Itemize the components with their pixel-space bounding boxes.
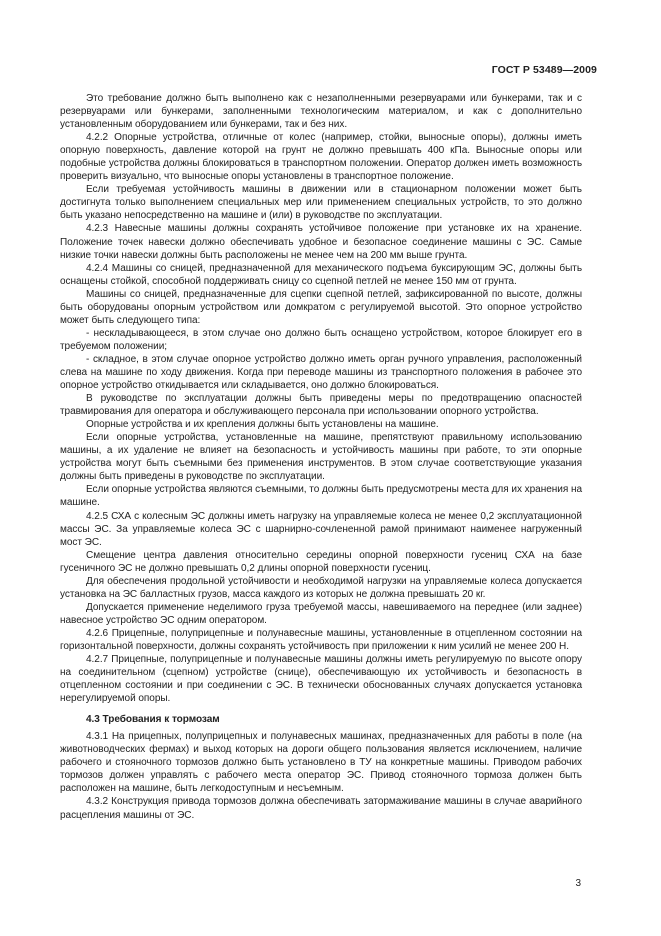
paragraph: Это требование должно быть выполнено как с незаполненными резервуарами или бункерами, так и с резервуарами или бункерами, заполненными технологическим материалом, и как с дополнительно установленным оборудованием или бункерами, так и без них. <box>60 93 582 131</box>
paragraph: 4.2.2 Опорные устройства, отличные от колес (например, стойки, выносные опоры), должны иметь опорную поверхность, давление которой на грунт не должно превышать 400 кПа. Выносные опоры или подобные устройства должны блокироваться в транспортном положении. Оператор должен иметь возможность проверить визуально, что выносные опоры установлены в транспортное положение. <box>60 132 582 183</box>
paragraph: Опорные устройства и их крепления должны быть установлены на машине. <box>86 419 439 431</box>
paragraph: 4.3.2 Конструкция привода тормозов должна обеспечивать затормаживание машины в случае аварийного расцепления машины от ЭС. <box>60 796 582 821</box>
paragraph: Для обеспечения продольной устойчивости и необходимой нагрузки на управляемые колеса допускается установка на ЭС балластных грузов, масса каждого из которых не должна превышать 20 кг. <box>60 575 582 600</box>
paragraph: Если опорные устройства, установленные на машине, препятствуют правильному использованию машины, а их удаление не влияет на безопасность и устойчивость машины при работе, то эти опорные устройства могут быть съемными без применения инструментов. В этом случае соответствующие указания должны быть приведены в руководстве по эксплуатации. <box>60 432 582 483</box>
paragraph: 4.2.3 Навесные машины должны сохранять устойчивое положение при установке их на хранение. Положение точек навески должно обеспечивать удобное и безопасное соединение машины с ЭС. Самые низкие точки навески должны быть расположены не менее чем на 200 мм выше грунта. <box>60 223 582 261</box>
paragraph: Смещение центра давления относительно середины опорной поверхности гусениц СХА на базе гусеничного ЭС не должно превышать 0,2 длины опорной поверхности гусениц. <box>60 549 582 574</box>
paragraph: 4.2.6 Прицепные, полуприцепные и полунавесные машины, установленные в отцепленном состоянии на горизонтальной поверхности, должны сохранять устойчивость при приложении к ним усилий не менее 200 Н. <box>60 627 582 652</box>
paragraph: В руководстве по эксплуатации должны быть приведены меры по предотвращению опасностей травмирования для оператора и обслуживающего персонала при использовании опорного устройства. <box>60 393 582 418</box>
paragraph: Если требуемая устойчивость машины в движении или в стационарном положении может быть достигнута только выполнением специальных мер или применением специальных устройств, то это должно быть указано непосредственно на машине и (или) в руководстве по эксплуатации. <box>60 184 582 222</box>
section-heading: 4.3 Требования к тормозам <box>86 714 220 726</box>
list-item: - складное, в этом случае опорное устройство должно иметь орган ручного управления, расположенный слева на машине по ходу движения. Когда при переводе машины из транспортного положения в рабочее это опорное устройство откидывается или складывается, оно должно блокироваться. <box>60 353 582 392</box>
document-header: ГОСТ Р 53489—2009 <box>491 64 597 76</box>
paragraph: Машины со сницей, предназначенные для сцепки сцепной петлей, зафиксированной по высоте, должны быть оборудованы опорным устройством или домкратом с регулируемой высотой. Это опорное устройство может быть следующего типа: <box>60 288 582 326</box>
paragraph: 4.2.4 Машины со сницей, предназначенной для механического подъема буксирующим ЭС, должны быть оснащены стойкой, способной поддерживать сницу со сцепной петлей не менее 150 мм от грунта. <box>60 262 582 287</box>
document-body <box>60 92 582 822</box>
paragraph: 4.3.1 На прицепных, полуприцепных и полунавесных машинах, предназначенных для работы в поле (на животноводческих фермах) и выход которых на дороги общего пользования является исключением, наличие рабочего и стояночного тормозов должно быть установлено в ТУ на конкретные машины. Приводом рабочих тормозов должен управлять с рабочего места оператор ЭС. Привод стояночного тормоза должен быть расположен на машине, быть легкодоступным и несъемным. <box>60 731 582 795</box>
page-number: 3 <box>575 878 581 889</box>
paragraph: 4.2.7 Прицепные, полуприцепные и полунавесные машины должны иметь регулируемую по высоте опору на соединительном (сцепном) устройстве (снице), обеспечивающую их устойчивость и безопасность в отцепленном состоянии и при соединении с ЭС. В технически обоснованных случаях допускается установка нерегулируемой опоры. <box>60 654 582 705</box>
list-item: - нескладывающееся, в этом случае оно должно быть оснащено устройством, которое блокирует его в требуемом положении; <box>60 327 582 352</box>
paragraph: 4.2.5 СХА с колесным ЭС должны иметь нагрузку на управляемые колеса не менее 0,2 эксплуатационной массы ЭС. За управляемые колеса ЭС с шарнирно-сочлененной рамой принимают наименее нагруженный мост ЭС. <box>60 510 582 548</box>
paragraph: Допускается применение неделимого груза требуемой массы, навешиваемого на переднее (или заднее) навесное устройство ЭС одним оператором. <box>60 601 582 626</box>
paragraph: Если опорные устройства являются съемными, то должны быть предусмотрены места для их хранения на машине. <box>60 484 582 509</box>
